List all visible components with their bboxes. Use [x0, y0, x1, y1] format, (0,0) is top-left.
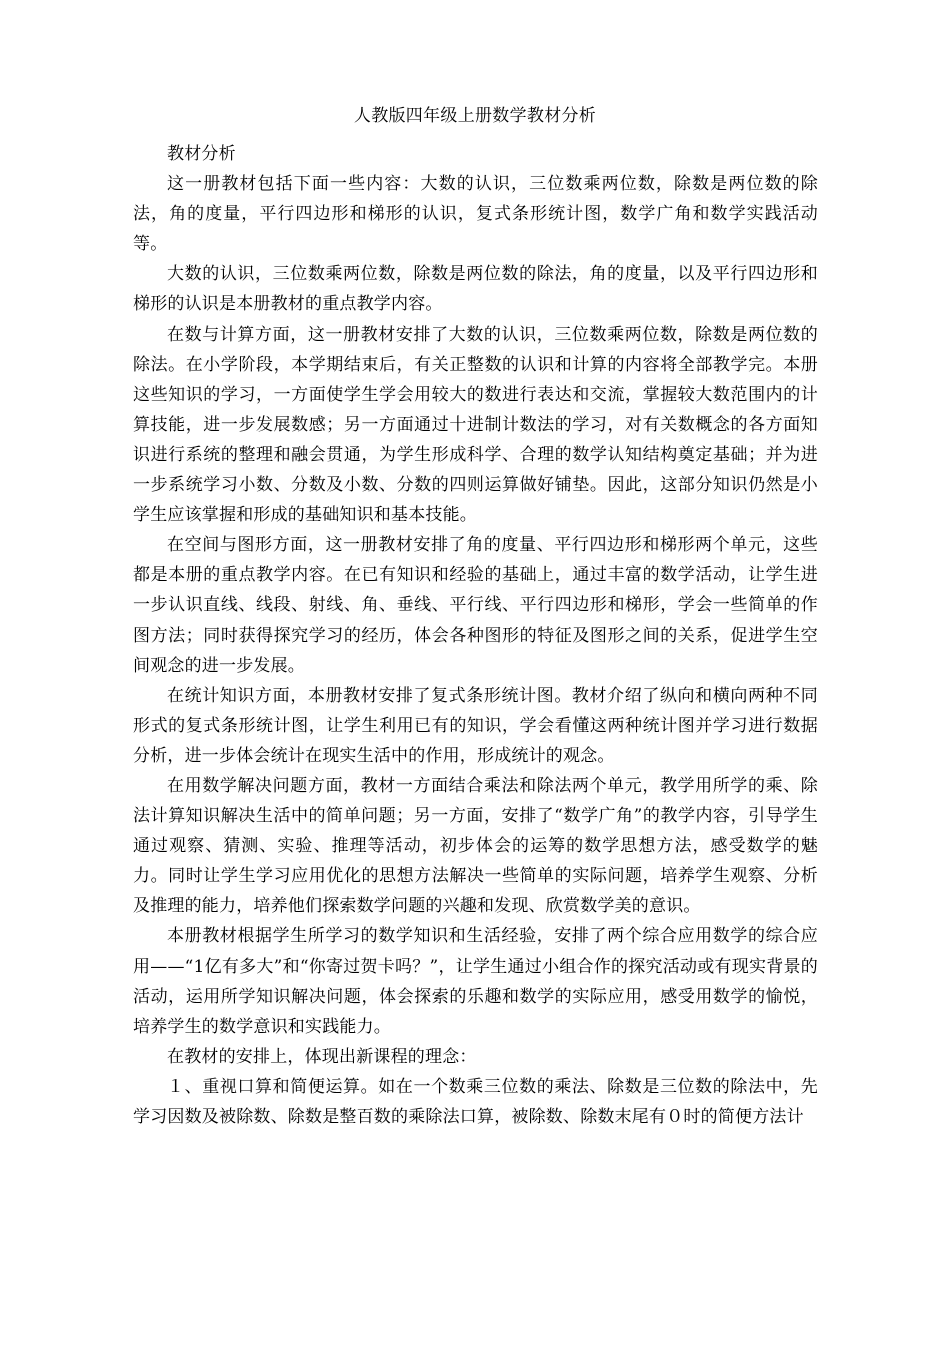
section-heading: 教材分析	[167, 144, 236, 164]
document-body	[133, 139, 818, 1132]
paragraph: 这一册教材包括下面一些内容：大数的认识，三位数乘两位数，除数是两位数的除法，角的度量，平行四边形和梯形的认识，复式条形统计图，数学广角和数学实践活动等。	[133, 174, 818, 255]
paragraph: 在教材的安排上，体现出新课程的理念：	[167, 1046, 477, 1067]
paragraph: 在统计知识方面，本册教材安排了复式条形统计图。教材介绍了纵向和横向两种不同形式的复式条形统计图，让学生利用已有的知识，学会看懂这两种统计图并学习进行数据分析，进一步体会统计在现实生活中的作用，形成统计的观念。	[133, 685, 818, 766]
document-title: 人教版四年级上册数学教材分析	[353, 106, 597, 126]
paragraph: 在数与计算方面，这一册教材安排了大数的认识，三位数乘两位数，除数是两位数的除法。在小学阶段，本学期结束后，有关正整数的认识和计算的内容将全部教学完。本册这些知识的学习，一方面使学生学会用较大的数进行表达和交流，掌握较大数范围内的计算技能，进一步发展数感；另一方面通过十进制计数法的学习，对有关数概念的各方面知识进行系统的整理和融会贯通，为学生形成科学、合理的数学认知结构奠定基础；并为进一步系统学习小数、分数及小数、分数的四则运算做好铺垫。因此，这部分知识仍然是小学生应该掌握和形成的基础知识和基本技能。	[133, 324, 818, 526]
paragraph: 在空间与图形方面，这一册教材安排了角的度量、平行四边形和梯形两个单元，这些都是本册的重点教学内容。在已有知识和经验的基础上，通过丰富的数学活动，让学生进一步认识直线、线段、射线、角、垂线、平行线、平行四边形和梯形，学会一些简单的作图方法；同时获得探究学习的经历，体会各种图形的特征及图形之间的关系，促进学生空间观念的进一步发展。	[133, 535, 818, 676]
paragraph: 在用数学解决问题方面，教材一方面结合乘法和除法两个单元，教学用所学的乘、除法计算知识解决生活中的简单问题；另一方面，安排了“数学广角”的教学内容，引导学生通过观察、猜测、实验、推理等活动，初步体会的运筹的数学思想方法，感受数学的魅力。同时让学生学习应用优化的思想方法解决一些简单的实际问题，培养学生观察、分析及推理的能力，培养他们探索数学问题的兴趣和发现、欣赏数学美的意识。	[133, 775, 818, 917]
paragraph: 本册教材根据学生所学习的数学知识和生活经验，安排了两个综合应用数学的综合应用——“1亿有多大”和“你寄过贺卡吗？”，让学生通过小组合作的探究活动或有现实背景的活动，运用所学知识解决问题，体会探索的乐趣和数学的实际应用，感受用数学的愉悦，培养学生的数学意识和实践能力。	[133, 926, 818, 1037]
paragraph: １、重视口算和简便运算。如在一个数乘三位数的乘法、除数是三位数的除法中，先学习因数及被除数、除数是整百数的乘除法口算，被除数、除数末尾有０时的简便方法计	[133, 1076, 818, 1127]
paragraph: 大数的认识，三位数乘两位数，除数是两位数的除法，角的度量，以及平行四边形和梯形的认识是本册教材的重点教学内容。	[133, 264, 818, 315]
